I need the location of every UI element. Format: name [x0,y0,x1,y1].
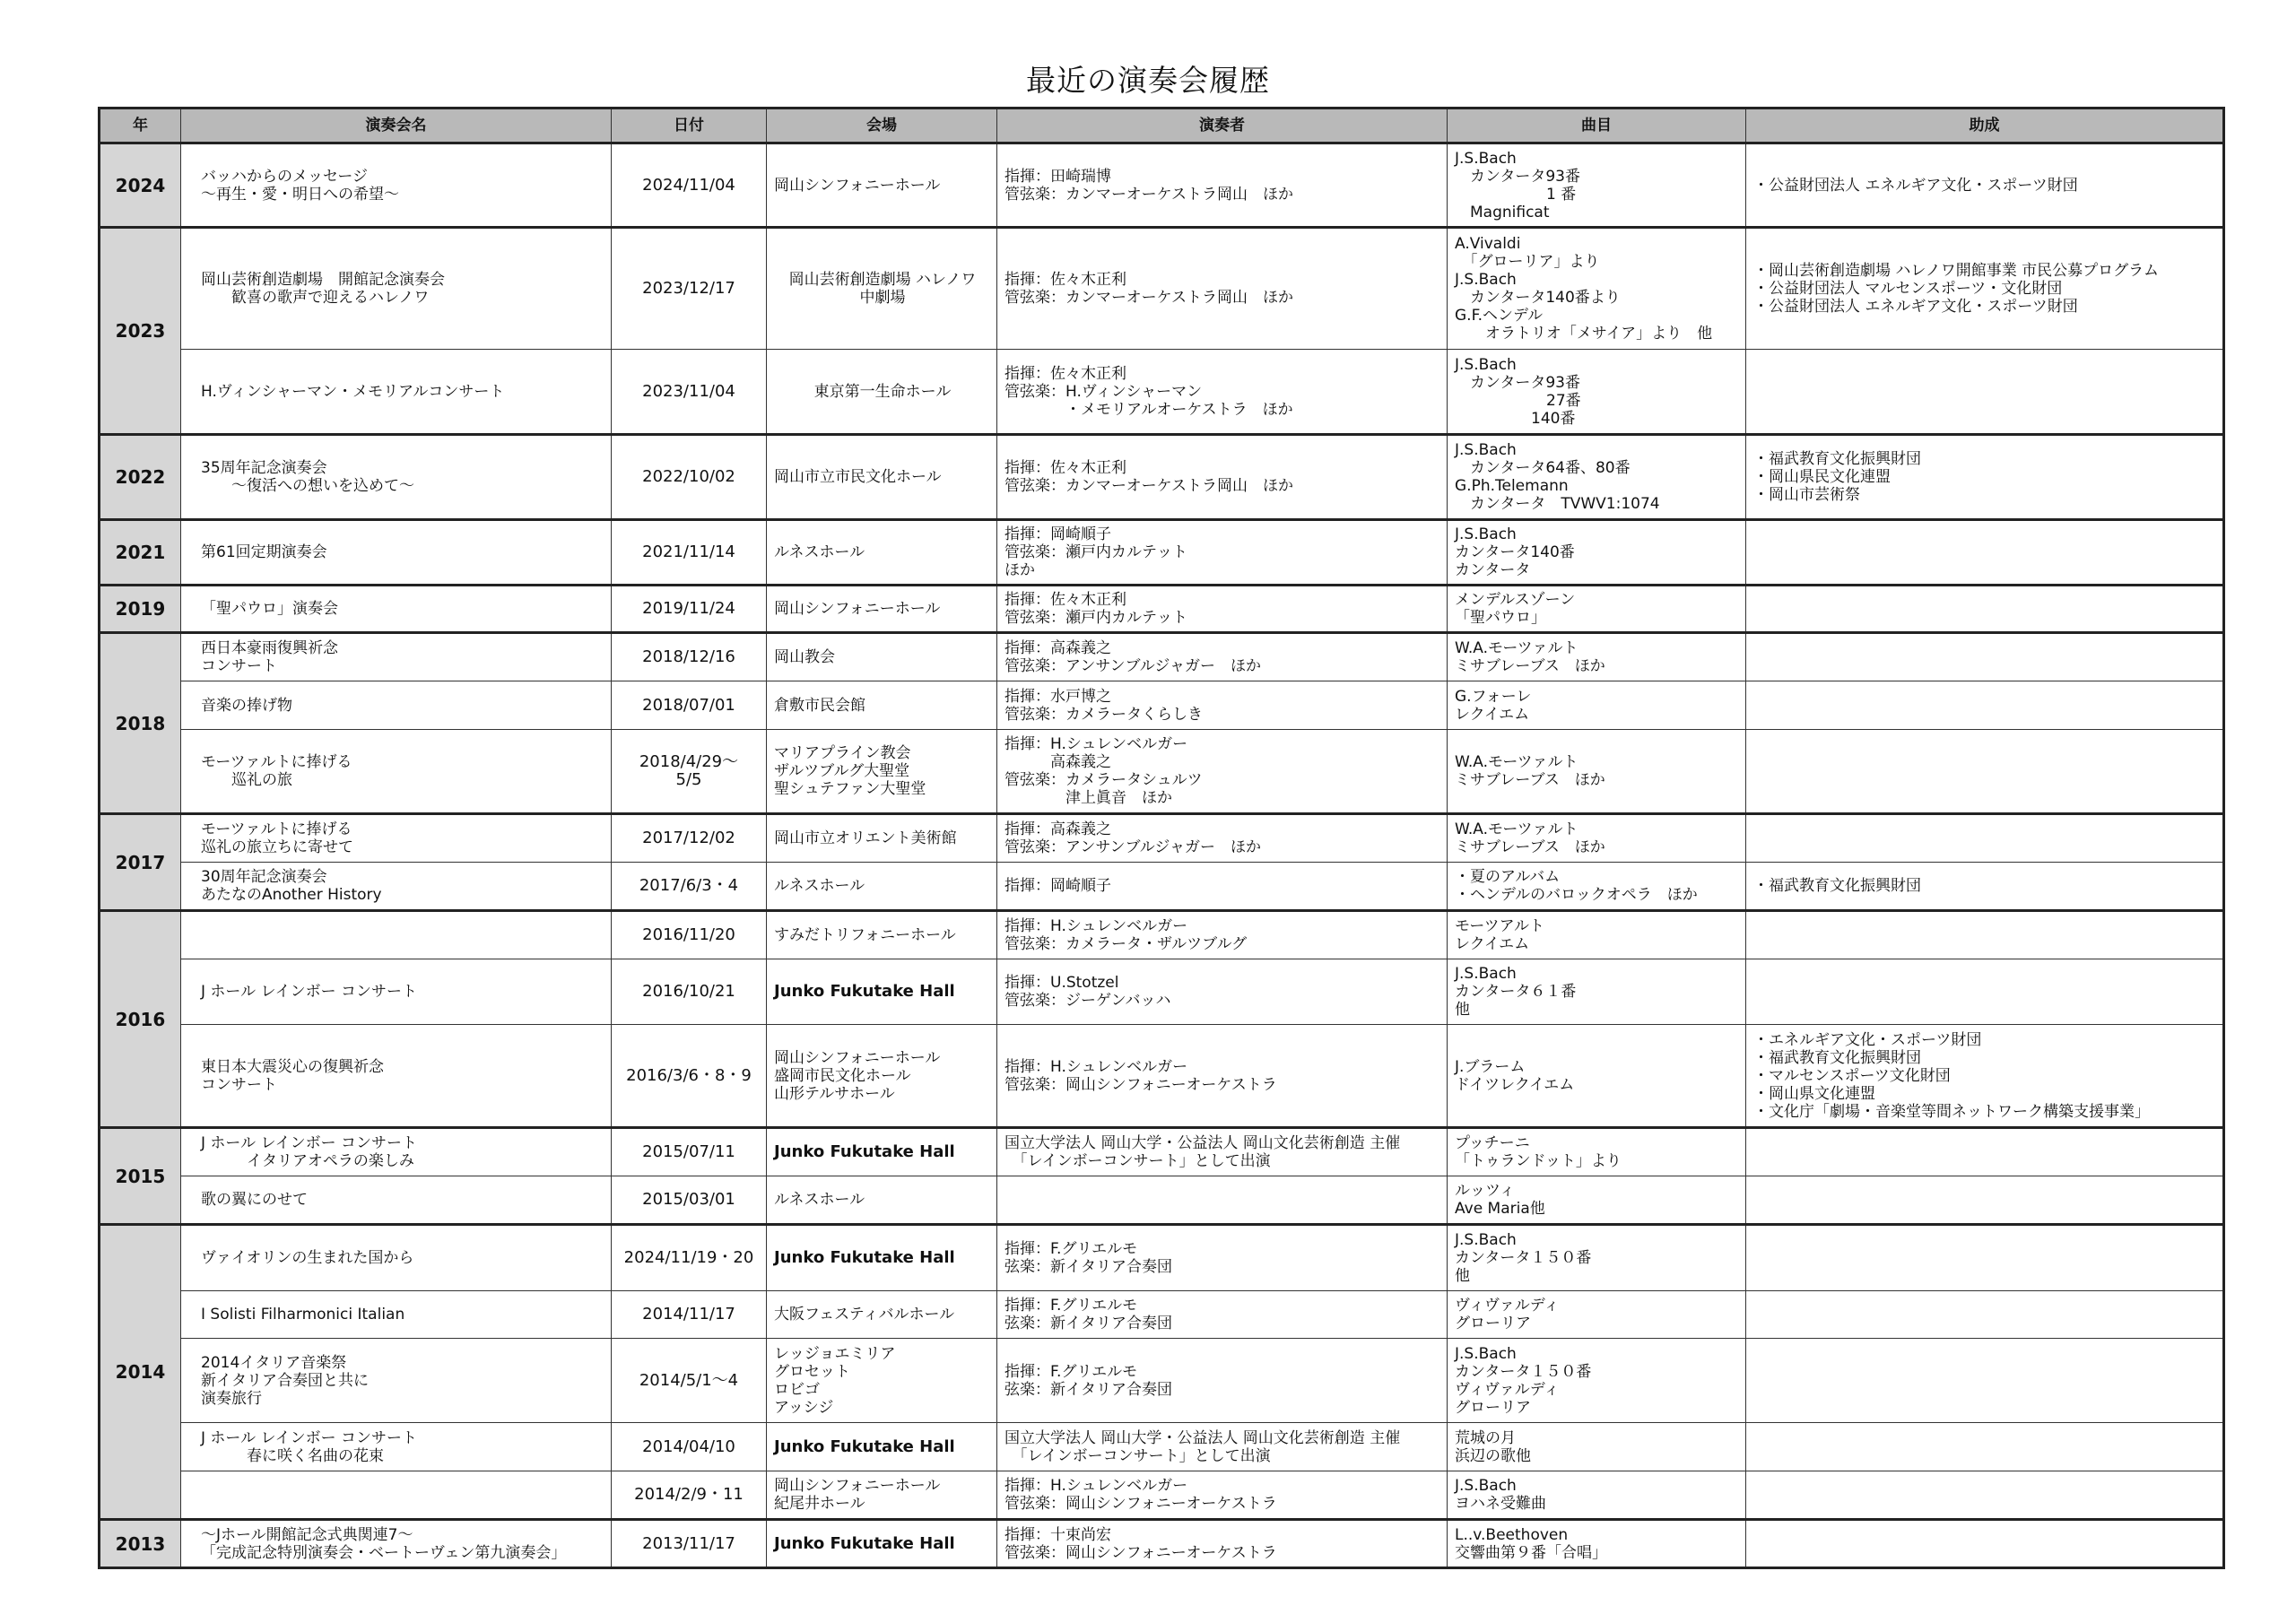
program-cell: モーツアルト レクイエム [1448,911,1746,959]
venue-cell: 東京第一生命ホール [767,350,997,435]
venue-cell: 岡山シンフォニーホール 盛岡市民文化ホール 山形テルサホール [767,1025,997,1128]
table-row [100,1423,2224,1471]
table-row [100,911,2224,959]
program-cell: A.Vivaldi 「グローリア」より J.S.Bach カンタータ140番より G.F.ヘンデル オラトリオ「メサイア」より 他 [1448,228,1746,350]
support-cell [1746,1520,2224,1568]
performers-cell: 指揮：高森義之 管弦楽：アンサンブルジャガー ほか [997,814,1448,863]
concert-name-cell: 西日本豪雨復興祈念 コンサート [181,633,612,681]
concert-name-cell: モーツァルトに捧げる 巡礼の旅 [181,730,612,814]
table-row [100,1520,2224,1568]
concert-name-cell: J ホール レインボー コンサート [181,959,612,1025]
header-venue: 会場 [767,108,997,143]
venue-cell: 岡山シンフォニーホール [767,586,997,633]
date-cell: 2014/04/10 [612,1423,767,1471]
concert-name-cell: 歌の翼にのせて [181,1176,612,1225]
venue-cell: Junko Fukutake Hall [767,959,997,1025]
date-cell: 2024/11/19・20 [612,1225,767,1291]
support-cell [1746,959,2224,1025]
venue-cell: 岡山教会 [767,633,997,681]
date-cell: 2024/11/04 [612,143,767,228]
date-cell: 2014/5/1〜4 [612,1339,767,1423]
program-cell: J.S.Bach カンタータ１５０番 ヴィヴァルディ グローリア [1448,1339,1746,1423]
performers-cell: 指揮：佐々木正利 管弦楽：H.ヴィンシャーマン ・メモリアルオーケストラ ほか [997,350,1448,435]
year-cell: 2021 [100,520,181,586]
table-row [100,959,2224,1025]
performers-cell: 指揮：高森義之 管弦楽：アンサンブルジャガー ほか [997,633,1448,681]
year-cell: 2023 [100,228,181,435]
date-cell: 2016/3/6・8・9 [612,1025,767,1128]
program-cell: メンデルスゾーン 「聖パウロ」 [1448,586,1746,633]
header-support: 助成 [1746,108,2224,143]
date-cell: 2014/11/17 [612,1291,767,1339]
venue-cell: 岡山シンフォニーホール 紀尾井ホール [767,1471,997,1520]
program-cell: ・夏のアルバム ・ヘンデルのバロックオペラ ほか [1448,863,1746,911]
header-concert-name: 演奏会名 [181,108,612,143]
support-cell [1746,814,2224,863]
performers-cell [997,1176,1448,1225]
year-cell: 2014 [100,1225,181,1520]
program-cell: J.S.Bach カンタータ93番 27番 140番 [1448,350,1746,435]
date-cell: 2016/10/21 [612,959,767,1025]
venue-cell: Junko Fukutake Hall [767,1423,997,1471]
year-cell: 2013 [100,1520,181,1568]
table-header-row [100,108,2224,143]
date-cell: 2015/07/11 [612,1128,767,1176]
support-cell [1746,1339,2224,1423]
table-row [100,228,2224,350]
concert-name-cell [181,1471,612,1520]
program-cell: J.S.Bach カンタータ140番 カンタータ [1448,520,1746,586]
table-row [100,814,2224,863]
venue-cell: Junko Fukutake Hall [767,1128,997,1176]
date-cell: 2015/03/01 [612,1176,767,1225]
date-cell: 2023/12/17 [612,228,767,350]
program-cell: W.A.モーツァルト ミサブレーブス ほか [1448,633,1746,681]
concert-name-cell: 〜Jホール開館記念式典関連7〜 「完成記念特別演奏会・ベートーヴェン第九演奏会」 [181,1520,612,1568]
date-cell: 2018/07/01 [612,681,767,730]
performers-cell: 指揮：F.グリエルモ 弦楽：新イタリア合奏団 [997,1225,1448,1291]
performers-cell: 指揮：佐々木正利 管弦楽：瀬戸内カルテット [997,586,1448,633]
performers-cell: 指揮：岡崎順子 管弦楽：瀬戸内カルテット ほか [997,520,1448,586]
support-cell [1746,730,2224,814]
table-row [100,681,2224,730]
venue-cell: ルネスホール [767,520,997,586]
concert-history-table [98,107,2225,1569]
performers-cell: 指揮：F.グリエルモ 弦楽：新イタリア合奏団 [997,1291,1448,1339]
concert-name-cell: 第61回定期演奏会 [181,520,612,586]
performers-cell: 国立大学法人 岡山大学・公益法人 岡山文化芸術創造 主催 「レインボーコンサート」として出演 [997,1128,1448,1176]
support-cell [1746,1291,2224,1339]
support-cell [1746,520,2224,586]
concert-name-cell: H.ヴィンシャーマン・メモリアルコンサート [181,350,612,435]
year-cell: 2018 [100,633,181,814]
concert-name-cell: 35周年記念演奏会 〜復活への想いを込めて〜 [181,435,612,520]
concert-name-cell [181,911,612,959]
header-date: 日付 [612,108,767,143]
program-cell: W.A.モーツァルト ミサブレーブス ほか [1448,814,1746,863]
table-row [100,520,2224,586]
program-cell: J.S.Bach カンタータ64番、80番 G.Ph.Telemann カンタータ TVWV1:1074 [1448,435,1746,520]
concert-name-cell: J ホール レインボー コンサート イタリアオペラの楽しみ [181,1128,612,1176]
program-cell: W.A.モーツァルト ミサブレーブス ほか [1448,730,1746,814]
table-row [100,1471,2224,1520]
support-cell: ・福武教育文化振興財団 ・岡山県民文化連盟 ・岡山市芸術祭 [1746,435,2224,520]
header-year: 年 [100,108,181,143]
concert-name-cell: I Solisti Filharmonici Italian [181,1291,612,1339]
venue-cell: すみだトリフォニーホール [767,911,997,959]
venue-cell: Junko Fukutake Hall [767,1520,997,1568]
table-row [100,633,2224,681]
performers-cell: 指揮：田崎瑞博 管弦楽：カンマーオーケストラ岡山 ほか [997,143,1448,228]
concert-name-cell: 岡山芸術創造劇場 開館記念演奏会 歓喜の歌声で迎えるハレノワ [181,228,612,350]
venue-cell: Junko Fukutake Hall [767,1225,997,1291]
program-cell: J.S.Bach カンタータ６１番 他 [1448,959,1746,1025]
date-cell: 2023/11/04 [612,350,767,435]
support-cell [1746,911,2224,959]
performers-cell: 指揮：H.シュレンベルガー 高森義之 管弦楽：カメラータシュルツ 津上眞音 ほか [997,730,1448,814]
table-body [100,143,2224,1568]
header-program: 曲目 [1448,108,1746,143]
concert-name-cell: 2014イタリア音楽祭 新イタリア合奏団と共に 演奏旅行 [181,1339,612,1423]
table-row [100,863,2224,911]
performers-cell: 指揮：十束尚宏 管弦楽：岡山シンフォニーオーケストラ [997,1520,1448,1568]
date-cell: 2014/2/9・11 [612,1471,767,1520]
support-cell: ・岡山芸術創造劇場 ハレノワ開館事業 市民公募プログラム ・公益財団法人 マルセンスポーツ・文化財団 ・公益財団法人 エネルギア文化・スポーツ財団 [1746,228,2224,350]
concert-name-cell: 30周年記念演奏会 あたなのAnother History [181,863,612,911]
table-row [100,1176,2224,1225]
support-cell [1746,350,2224,435]
concert-name-cell: J ホール レインボー コンサート 春に咲く名曲の花束 [181,1423,612,1471]
date-cell: 2018/12/16 [612,633,767,681]
program-cell: ヴィヴァルディ グローリア [1448,1291,1746,1339]
program-cell: プッチーニ 「トゥランドット」より [1448,1128,1746,1176]
concert-name-cell: バッハからのメッセージ 〜再生・愛・明日への希望〜 [181,143,612,228]
performers-cell: 指揮：F.グリエルモ 弦楽：新イタリア合奏団 [997,1339,1448,1423]
year-cell: 2015 [100,1128,181,1225]
page-title: 最近の演奏会履歴 [1026,63,1270,98]
support-cell [1746,586,2224,633]
venue-cell: 岡山市立オリエント美術館 [767,814,997,863]
table-row [100,350,2224,435]
table-row [100,1291,2224,1339]
venue-cell: レッジョエミリア グロセット ロビゴ アッシジ [767,1339,997,1423]
table-row [100,1225,2224,1291]
table-row [100,586,2224,633]
performers-cell: 指揮：水戸博之 管弦楽：カメラータくらしき [997,681,1448,730]
year-cell: 2022 [100,435,181,520]
date-cell: 2021/11/14 [612,520,767,586]
program-cell: ルッツィ Ave Maria他 [1448,1176,1746,1225]
date-cell: 2019/11/24 [612,586,767,633]
date-cell: 2013/11/17 [612,1520,767,1568]
performers-cell: 指揮：H.シュレンベルガー 管弦楽：カメラータ・ザルツブルグ [997,911,1448,959]
concert-name-cell: 東日本大震災心の復興祈念 コンサート [181,1025,612,1128]
year-cell: 2024 [100,143,181,228]
venue-cell: 岡山芸術創造劇場 ハレノワ 中劇場 [767,228,997,350]
support-cell [1746,1176,2224,1225]
program-cell: 荒城の月 浜辺の歌他 [1448,1423,1746,1471]
support-cell: ・福武教育文化振興財団 [1746,863,2224,911]
venue-cell: 岡山シンフォニーホール [767,143,997,228]
date-cell: 2022/10/02 [612,435,767,520]
performers-cell: 指揮：佐々木正利 管弦楽：カンマーオーケストラ岡山 ほか [997,228,1448,350]
program-cell: G.フォーレ レクイエム [1448,681,1746,730]
venue-cell: ルネスホール [767,863,997,911]
performers-cell: 指揮：佐々木正利 管弦楽：カンマーオーケストラ岡山 ほか [997,435,1448,520]
venue-cell: 岡山市立市民文化ホール [767,435,997,520]
support-cell [1746,681,2224,730]
table-row [100,1339,2224,1423]
program-cell: J.ブラーム ドイツレクイエム [1448,1025,1746,1128]
date-cell: 2017/6/3・4 [612,863,767,911]
venue-cell: マリアプライン教会 ザルツブルグ大聖堂 聖シュテファン大聖堂 [767,730,997,814]
year-cell: 2016 [100,911,181,1128]
support-cell: ・エネルギア文化・スポーツ財団 ・福武教育文化振興財団 ・マルセンスポーツ文化財団 ・岡山県文化連盟 ・文化庁「劇場・音楽堂等間ネットワーク構築支援事業」 [1746,1025,2224,1128]
concert-name-cell: 音楽の捧げ物 [181,681,612,730]
table-row [100,1128,2224,1176]
performers-cell: 指揮：H.シュレンベルガー 管弦楽：岡山シンフォニーオーケストラ [997,1025,1448,1128]
venue-cell: ルネスホール [767,1176,997,1225]
performers-cell: 国立大学法人 岡山大学・公益法人 岡山文化芸術創造 主催 「レインボーコンサート」として出演 [997,1423,1448,1471]
table-row [100,143,2224,228]
support-cell [1746,1423,2224,1471]
date-cell: 2016/11/20 [612,911,767,959]
date-cell: 2018/4/29〜 5/5 [612,730,767,814]
table-row [100,730,2224,814]
support-cell [1746,1225,2224,1291]
performers-cell: 指揮：U.Stotzel 管弦楽：ジーゲンバッハ [997,959,1448,1025]
year-cell: 2019 [100,586,181,633]
performers-cell: 指揮：H.シュレンベルガー 管弦楽：岡山シンフォニーオーケストラ [997,1471,1448,1520]
performers-cell: 指揮：岡崎順子 [997,863,1448,911]
support-cell: ・公益財団法人 エネルギア文化・スポーツ財団 [1746,143,2224,228]
support-cell [1746,633,2224,681]
concert-name-cell: 「聖パウロ」演奏会 [181,586,612,633]
support-cell [1746,1128,2224,1176]
support-cell [1746,1471,2224,1520]
venue-cell: 大阪フェスティバルホール [767,1291,997,1339]
date-cell: 2017/12/02 [612,814,767,863]
program-cell: J.S.Bach カンタータ93番 1 番 Magnificat [1448,143,1746,228]
concert-name-cell: モーツァルトに捧げる 巡礼の旅立ちに寄せて [181,814,612,863]
program-cell: J.S.Bach カンタータ１５０番 他 [1448,1225,1746,1291]
venue-cell: 倉敷市民会館 [767,681,997,730]
concert-name-cell: ヴァイオリンの生まれた国から [181,1225,612,1291]
program-cell: L..v.Beethoven 交響曲第９番「合唱」 [1448,1520,1746,1568]
year-cell: 2017 [100,814,181,911]
header-performers: 演奏者 [997,108,1448,143]
table-row [100,435,2224,520]
program-cell: J.S.Bach ヨハネ受難曲 [1448,1471,1746,1520]
table-row [100,1025,2224,1128]
